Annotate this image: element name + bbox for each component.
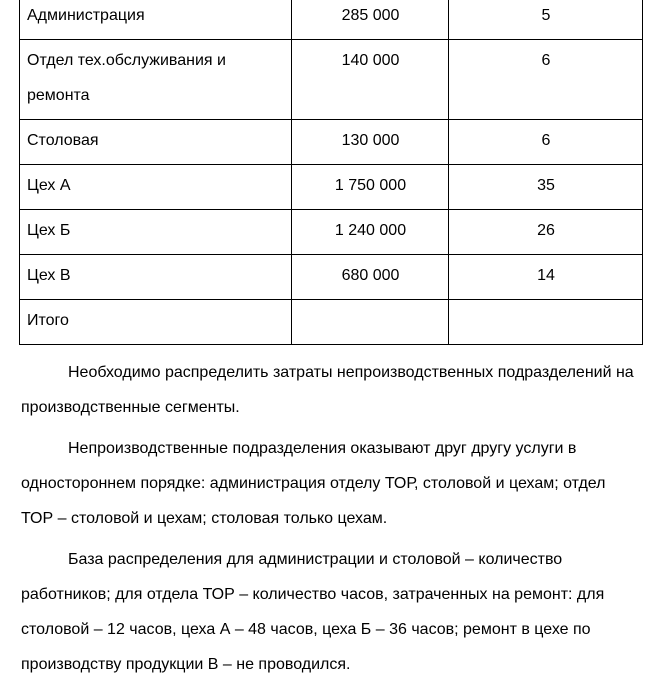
table-row xyxy=(20,120,643,165)
workers-cell: 35 xyxy=(449,165,643,210)
table-row xyxy=(20,210,643,255)
table-row xyxy=(20,0,643,40)
paragraph: Необходимо распределить затраты непроизводственных подразделений на производственные сегменты. xyxy=(21,364,634,416)
workers-cell: 26 xyxy=(449,210,643,255)
table-row xyxy=(20,255,643,300)
table-row xyxy=(20,40,643,120)
workers-cell xyxy=(449,300,643,345)
workers-cell: 6 xyxy=(449,40,643,120)
cost-cell: 1 750 000 xyxy=(292,165,449,210)
cost-cell: 130 000 xyxy=(292,120,449,165)
cost-cell: 285 000 xyxy=(292,0,449,40)
table-row xyxy=(20,165,643,210)
department-name-cell: Столовая xyxy=(20,120,292,165)
workers-cell: 6 xyxy=(449,120,643,165)
cost-cell xyxy=(292,300,449,345)
body-text xyxy=(21,355,641,688)
department-name-cell: Администрация xyxy=(20,0,292,40)
paragraph: Непроизводственные подразделения оказывают друг другу услуги в одностороннем порядке: администрация отделу ТОР, столовой и цехам; отдел ТОР – столовой и цехам; столовая только цехам. xyxy=(21,440,606,527)
paragraph: База распределения для администрации и столовой – количество работников; для отдела ТОР – количество часов, затраченных на ремонт: для столовой – 12 часов, цеха А – 48 часов, цеха Б – 36 часов; ремонт в цехе по производству продукции В – не проводился. xyxy=(21,551,605,673)
departments-table xyxy=(19,0,643,345)
cost-cell: 680 000 xyxy=(292,255,449,300)
department-name-cell: Итого xyxy=(20,300,292,345)
department-name-cell: Цех Б xyxy=(20,210,292,255)
table-row-total xyxy=(20,300,643,345)
department-name-cell: Цех В xyxy=(20,255,292,300)
workers-cell: 5 xyxy=(449,0,643,40)
cost-cell: 1 240 000 xyxy=(292,210,449,255)
cost-cell: 140 000 xyxy=(292,40,449,120)
department-name-cell: Цех А xyxy=(20,165,292,210)
department-name-cell: Отдел тех.обслуживания и ремонта xyxy=(20,40,292,120)
workers-cell: 14 xyxy=(449,255,643,300)
